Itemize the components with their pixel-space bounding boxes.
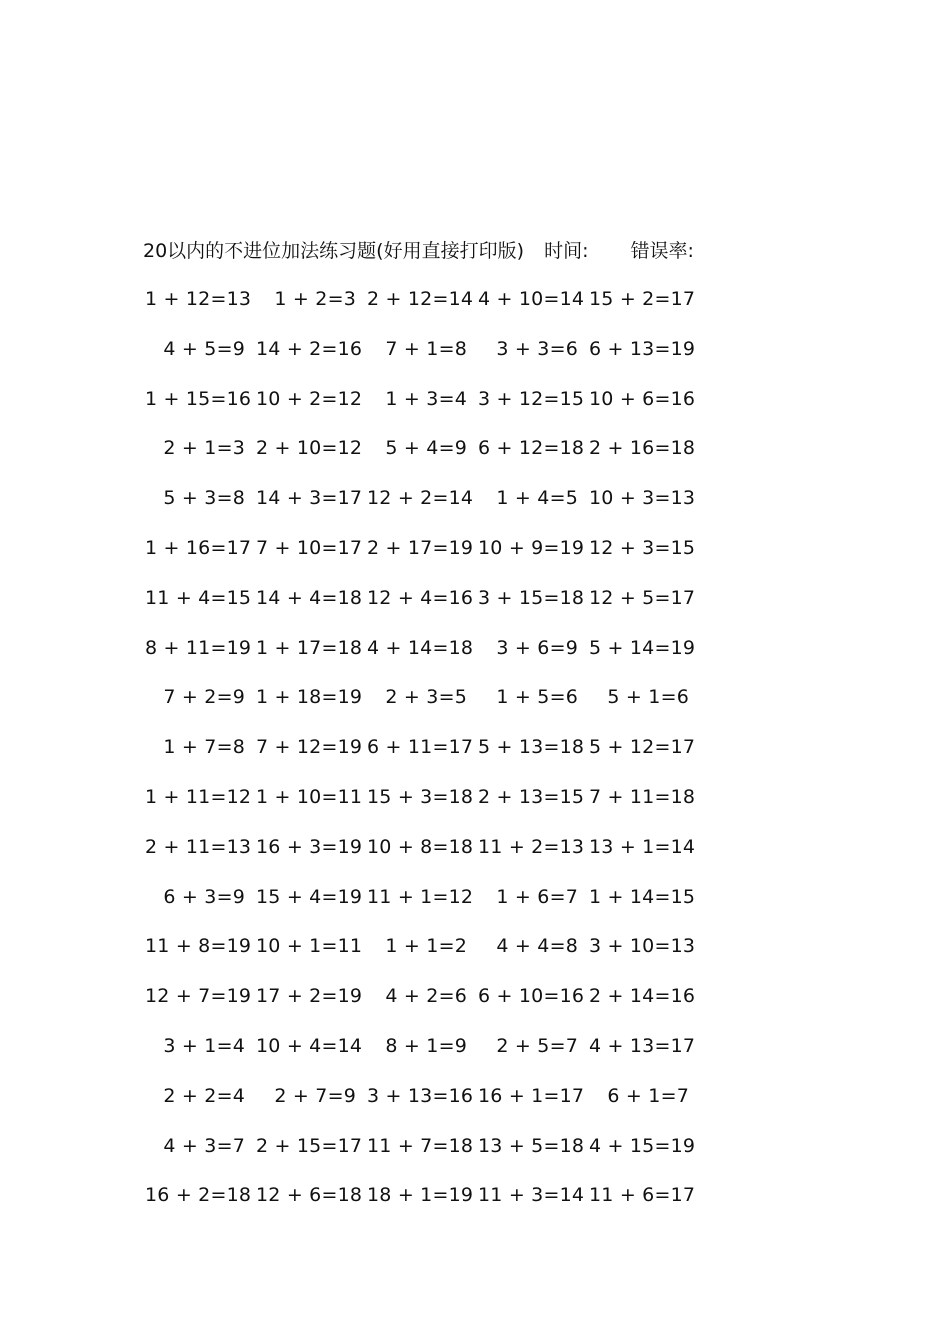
math-problem: 4 + 2=6 xyxy=(385,985,467,1008)
math-problem: 12 + 4=16 xyxy=(367,586,474,609)
math-problem: 8 + 1=9 xyxy=(385,1034,467,1057)
math-problem: 11 + 7=18 xyxy=(367,1134,474,1157)
math-problem: 11 + 6=17 xyxy=(589,1184,696,1207)
problem-row xyxy=(145,832,745,882)
problem-row xyxy=(145,533,745,583)
math-problem: 3 + 10=13 xyxy=(589,935,696,958)
math-problem: 2 + 11=13 xyxy=(145,835,252,858)
math-problem: 1 + 16=17 xyxy=(145,536,252,559)
math-problem: 1 + 12=13 xyxy=(145,288,252,310)
math-problem: 11 + 8=19 xyxy=(145,935,252,958)
problem-row xyxy=(145,931,745,981)
math-problem: 1 + 18=19 xyxy=(256,686,363,709)
math-problem: 3 + 3=6 xyxy=(496,337,578,360)
math-problem: 2 + 10=12 xyxy=(256,437,363,460)
math-problem: 6 + 3=9 xyxy=(163,885,245,908)
math-problem: 10 + 1=11 xyxy=(256,935,363,958)
problem-row xyxy=(145,1131,745,1181)
problem-row xyxy=(145,882,745,932)
math-problem: 5 + 3=8 xyxy=(163,487,245,510)
math-problem: 6 + 12=18 xyxy=(478,437,585,460)
math-problem: 5 + 12=17 xyxy=(589,736,696,759)
math-problem: 2 + 15=17 xyxy=(256,1134,363,1157)
math-problem: 17 + 2=19 xyxy=(256,985,363,1008)
math-problem: 2 + 1=3 xyxy=(163,437,245,460)
math-problem: 1 + 11=12 xyxy=(145,785,252,808)
math-problem: 2 + 17=19 xyxy=(367,536,474,559)
math-problem: 4 + 14=18 xyxy=(367,636,474,659)
math-problem: 14 + 4=18 xyxy=(256,586,363,609)
math-problem: 12 + 3=15 xyxy=(589,536,696,559)
math-problem: 1 + 10=11 xyxy=(256,785,363,808)
math-problem: 2 + 5=7 xyxy=(496,1034,578,1057)
math-problem: 6 + 11=17 xyxy=(367,736,474,759)
math-problem: 2 + 12=14 xyxy=(367,288,474,310)
math-problem: 4 + 13=17 xyxy=(589,1034,696,1057)
math-problem: 13 + 1=14 xyxy=(589,835,696,858)
math-problem: 2 + 16=18 xyxy=(589,437,696,460)
math-problem: 3 + 1=4 xyxy=(163,1034,245,1057)
math-problem: 13 + 5=18 xyxy=(478,1134,585,1157)
problem-row xyxy=(145,433,745,483)
math-problem: 2 + 7=9 xyxy=(274,1084,356,1107)
math-problem: 10 + 8=18 xyxy=(367,835,474,858)
math-problem: 3 + 13=16 xyxy=(367,1084,474,1107)
worksheet-heading xyxy=(143,236,694,266)
math-problem: 1 + 6=7 xyxy=(496,885,578,908)
math-problem: 10 + 4=14 xyxy=(256,1034,363,1057)
error-rate-label: 错误率: xyxy=(630,240,694,262)
math-problem: 4 + 4=8 xyxy=(496,935,578,958)
problem-row xyxy=(145,633,745,683)
math-problem: 3 + 12=15 xyxy=(478,387,585,410)
problem-row xyxy=(145,483,745,533)
math-problem: 2 + 3=5 xyxy=(385,686,467,709)
math-problem: 1 + 1=2 xyxy=(385,935,467,958)
math-problem: 1 + 2=3 xyxy=(274,288,356,310)
math-problem: 1 + 3=4 xyxy=(385,387,467,410)
math-problem: 4 + 5=9 xyxy=(163,337,245,360)
problem-grid xyxy=(145,284,745,1230)
math-problem: 1 + 17=18 xyxy=(256,636,363,659)
math-problem: 1 + 14=15 xyxy=(589,885,696,908)
math-problem: 16 + 2=18 xyxy=(145,1184,252,1207)
math-problem: 10 + 9=19 xyxy=(478,536,585,559)
math-problem: 14 + 3=17 xyxy=(256,487,363,510)
math-problem: 15 + 2=17 xyxy=(589,288,696,310)
math-problem: 2 + 2=4 xyxy=(163,1084,245,1107)
math-problem: 5 + 13=18 xyxy=(478,736,585,759)
time-label: 时间: xyxy=(544,240,589,262)
problem-row xyxy=(145,334,745,384)
math-problem: 11 + 2=13 xyxy=(478,835,585,858)
problem-row xyxy=(145,1180,745,1230)
math-problem: 3 + 15=18 xyxy=(478,586,585,609)
math-problem: 15 + 4=19 xyxy=(256,885,363,908)
math-problem: 7 + 1=8 xyxy=(385,337,467,360)
math-problem: 1 + 4=5 xyxy=(496,487,578,510)
math-problem: 7 + 2=9 xyxy=(163,686,245,709)
math-problem: 15 + 3=18 xyxy=(367,785,474,808)
problem-row xyxy=(145,583,745,633)
problem-row xyxy=(145,782,745,832)
math-problem: 11 + 1=12 xyxy=(367,885,474,908)
math-problem: 7 + 12=19 xyxy=(256,736,363,759)
math-problem: 1 + 15=16 xyxy=(145,387,252,410)
math-problem: 14 + 2=16 xyxy=(256,337,363,360)
math-problem: 2 + 14=16 xyxy=(589,985,696,1008)
problem-row xyxy=(145,384,745,434)
math-problem: 11 + 3=14 xyxy=(478,1184,585,1207)
problem-row xyxy=(145,981,745,1031)
math-problem: 12 + 6=18 xyxy=(256,1184,363,1207)
math-problem: 6 + 1=7 xyxy=(607,1084,689,1107)
math-problem: 6 + 10=16 xyxy=(478,985,585,1008)
problem-row xyxy=(145,682,745,732)
math-problem: 5 + 4=9 xyxy=(385,437,467,460)
math-problem: 10 + 6=16 xyxy=(589,387,696,410)
math-problem: 11 + 4=15 xyxy=(145,586,252,609)
math-problem: 18 + 1=19 xyxy=(367,1184,474,1207)
math-problem: 12 + 2=14 xyxy=(367,487,474,510)
worksheet-title: 20以内的不进位加法练习题(好用直接打印版) xyxy=(143,240,525,262)
math-problem: 4 + 15=19 xyxy=(589,1134,696,1157)
problem-row xyxy=(145,1031,745,1081)
problem-row xyxy=(145,284,745,334)
math-problem: 16 + 3=19 xyxy=(256,835,363,858)
math-problem: 2 + 13=15 xyxy=(478,785,585,808)
math-problem: 1 + 7=8 xyxy=(163,736,245,759)
math-problem: 10 + 2=12 xyxy=(256,387,363,410)
math-problem: 12 + 5=17 xyxy=(589,586,696,609)
math-problem: 5 + 1=6 xyxy=(607,686,689,709)
math-problem: 7 + 10=17 xyxy=(256,536,363,559)
math-problem: 4 + 3=7 xyxy=(163,1134,245,1157)
math-problem: 4 + 10=14 xyxy=(478,288,585,310)
math-problem: 16 + 1=17 xyxy=(478,1084,585,1107)
math-problem: 6 + 13=19 xyxy=(589,337,696,360)
math-problem: 3 + 6=9 xyxy=(496,636,578,659)
problem-row xyxy=(145,732,745,782)
math-problem: 8 + 11=19 xyxy=(145,636,252,659)
math-problem: 1 + 5=6 xyxy=(496,686,578,709)
problem-row xyxy=(145,1081,745,1131)
math-problem: 5 + 14=19 xyxy=(589,636,696,659)
math-problem: 10 + 3=13 xyxy=(589,487,696,510)
math-problem: 12 + 7=19 xyxy=(145,985,252,1008)
math-problem: 7 + 11=18 xyxy=(589,785,696,808)
